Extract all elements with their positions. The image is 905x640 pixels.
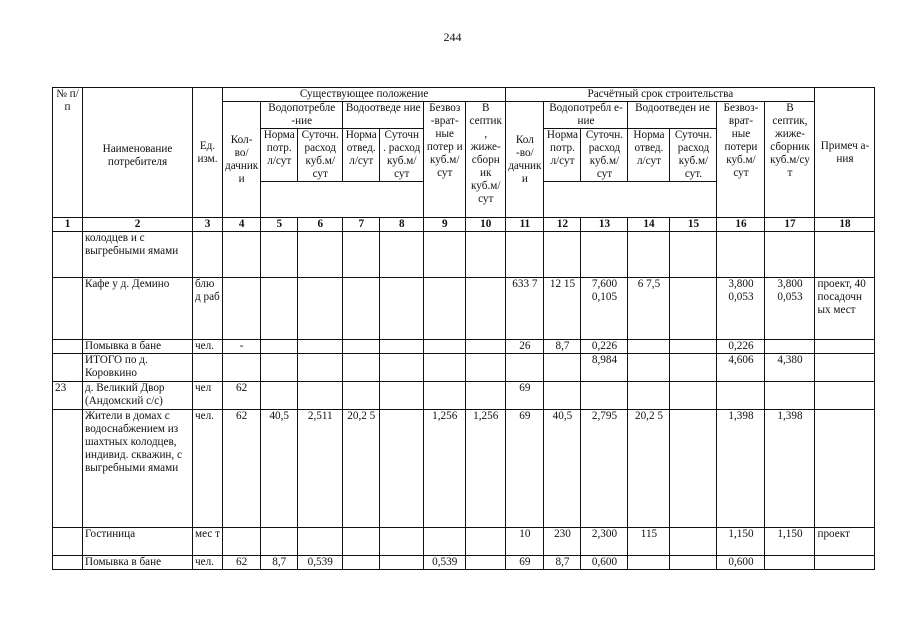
table-cell-c13: 0,600 — [581, 556, 628, 570]
hdr-unit: Ед. изм. — [193, 88, 223, 218]
table-row — [53, 354, 875, 382]
column-number: 7 — [343, 218, 380, 232]
hdr-projected-norm-cons: Норма потр. л/сут — [544, 129, 581, 182]
table-cell-c15 — [670, 278, 717, 340]
table-cell-c3: чел. — [193, 556, 223, 570]
hdr-projected-losses: Безвоз- врат- ные потери куб.м/ сут — [717, 102, 765, 218]
table-cell-c6 — [298, 340, 343, 354]
table-cell-c5 — [261, 340, 298, 354]
table-cell-c18 — [815, 232, 875, 278]
hdr-existing-daily-disp: Суточн . расход куб.м/ сут — [380, 129, 424, 182]
table-cell-c3: мес т — [193, 528, 223, 556]
table-cell-c18 — [815, 556, 875, 570]
table-cell-c12 — [544, 232, 581, 278]
hdr-projected-disposal: Водоотведен ие — [628, 102, 717, 129]
hdr-spacer-1 — [261, 182, 424, 218]
table-cell-c10 — [466, 528, 506, 556]
table-cell-c8 — [380, 410, 424, 528]
table-cell-c16 — [717, 382, 765, 410]
column-number: 5 — [261, 218, 298, 232]
hdr-existing-losses: Безвоз -врат- ные потер и куб.м/ сут — [424, 102, 466, 218]
table-cell-c13: 2,795 — [581, 410, 628, 528]
table-cell-c11: 10 — [506, 528, 544, 556]
table-cell-c14: 20,2 5 — [628, 410, 670, 528]
table-cell-c10 — [466, 340, 506, 354]
table-cell-c9 — [424, 232, 466, 278]
table-cell-c9: 0,539 — [424, 556, 466, 570]
table-cell-c16: 1,398 — [717, 410, 765, 528]
table-cell-c6 — [298, 232, 343, 278]
column-number: 14 — [628, 218, 670, 232]
table-cell-c1 — [53, 528, 83, 556]
table-cell-c4: 62 — [223, 410, 261, 528]
table-cell-c8 — [380, 232, 424, 278]
table-cell-c8 — [380, 556, 424, 570]
table-cell-c10 — [466, 232, 506, 278]
table-cell-c1 — [53, 556, 83, 570]
table-cell-c6: 0,539 — [298, 556, 343, 570]
column-number: 1 — [53, 218, 83, 232]
table-cell-c11: 69 — [506, 382, 544, 410]
table-cell-c2: колодцев и с выгребными ямами — [83, 232, 193, 278]
table-cell-c17 — [765, 556, 815, 570]
table-cell-c6 — [298, 382, 343, 410]
hdr-projected-norm-disp: Норма отвед. л/сут — [628, 129, 670, 182]
table-cell-c16: 4,606 — [717, 354, 765, 382]
column-number: 18 — [815, 218, 875, 232]
table-cell-c11: 69 — [506, 556, 544, 570]
table-cell-c4: - — [223, 340, 261, 354]
table-cell-c10 — [466, 278, 506, 340]
table-cell-c2: Гостиница — [83, 528, 193, 556]
table-cell-c16: 0,600 — [717, 556, 765, 570]
table-cell-c17: 1,398 — [765, 410, 815, 528]
table-cell-c4 — [223, 232, 261, 278]
table-cell-c9: 1,256 — [424, 410, 466, 528]
table-row — [53, 278, 875, 340]
table-cell-c8 — [380, 528, 424, 556]
table-cell-c7 — [343, 556, 380, 570]
table-cell-c8 — [380, 340, 424, 354]
column-number: 16 — [717, 218, 765, 232]
column-number: 10 — [466, 218, 506, 232]
table-cell-c4: 62 — [223, 556, 261, 570]
column-number: 11 — [506, 218, 544, 232]
column-number: 17 — [765, 218, 815, 232]
table-cell-c13: 2,300 — [581, 528, 628, 556]
column-number: 3 — [193, 218, 223, 232]
table-cell-c1 — [53, 410, 83, 528]
table-cell-c8 — [380, 382, 424, 410]
table-cell-c2: Помывка в бане — [83, 556, 193, 570]
table-cell-c14 — [628, 382, 670, 410]
table-cell-c4 — [223, 278, 261, 340]
table-cell-c14 — [628, 556, 670, 570]
table-cell-c3: чел. — [193, 340, 223, 354]
column-number: 8 — [380, 218, 424, 232]
table-cell-c3 — [193, 232, 223, 278]
table-row — [53, 556, 875, 570]
table-cell-c14: 115 — [628, 528, 670, 556]
table-cell-c18: проект — [815, 528, 875, 556]
table-cell-c12 — [544, 354, 581, 382]
table-cell-c13 — [581, 382, 628, 410]
table-cell-c9 — [424, 278, 466, 340]
table-cell-c16: 0,226 — [717, 340, 765, 354]
hdr-existing-disposal: Водоотведе ние — [343, 102, 424, 129]
table-cell-c2: Помывка в бане — [83, 340, 193, 354]
hdr-existing-daily-cons: Суточн. расход куб.м/ сут — [298, 129, 343, 182]
table-cell-c5 — [261, 278, 298, 340]
table-row — [53, 232, 875, 278]
table-cell-c10 — [466, 556, 506, 570]
table-cell-c3 — [193, 354, 223, 382]
table-cell-c18: проект, 40 посадочн ых мест — [815, 278, 875, 340]
table-cell-c3: чел. — [193, 410, 223, 528]
table-cell-c13: 0,226 — [581, 340, 628, 354]
hdr-existing: Существующее положение — [223, 88, 506, 102]
table-cell-c5: 40,5 — [261, 410, 298, 528]
table-cell-c7 — [343, 232, 380, 278]
table-cell-c10: 1,256 — [466, 410, 506, 528]
table-cell-c15 — [670, 232, 717, 278]
table-row — [53, 382, 875, 410]
table-cell-c15 — [670, 382, 717, 410]
table-cell-c9 — [424, 340, 466, 354]
table-cell-c9 — [424, 528, 466, 556]
column-number: 12 — [544, 218, 581, 232]
hdr-existing-count: Кол- во/ дачник и — [223, 102, 261, 218]
table-cell-c5 — [261, 232, 298, 278]
hdr-spacer-2 — [544, 182, 717, 218]
table-cell-c1 — [53, 354, 83, 382]
table-row — [53, 410, 875, 528]
table-cell-c9 — [424, 382, 466, 410]
table-cell-c1 — [53, 340, 83, 354]
table-cell-c15 — [670, 354, 717, 382]
hdr-existing-septic: В септик , жиже- сборн ик куб.м/ сут — [466, 102, 506, 218]
hdr-no: № п/п — [53, 88, 83, 218]
column-number-row — [53, 218, 875, 232]
table-cell-c12: 8,7 — [544, 340, 581, 354]
hdr-projected-daily-disp: Суточн. расход куб.м/ сут. — [670, 129, 717, 182]
table-cell-c17 — [765, 232, 815, 278]
table-cell-c2: ИТОГО по д. Коровкино — [83, 354, 193, 382]
table-cell-c1: 23 — [53, 382, 83, 410]
table-cell-c6 — [298, 278, 343, 340]
table-cell-c8 — [380, 354, 424, 382]
column-number: 6 — [298, 218, 343, 232]
table-cell-c6: 2,511 — [298, 410, 343, 528]
table-cell-c5: 8,7 — [261, 556, 298, 570]
table-cell-c11 — [506, 354, 544, 382]
table-cell-c14 — [628, 232, 670, 278]
hdr-consumer: Наименование потребителя — [83, 88, 193, 218]
table-cell-c3: блю д раб — [193, 278, 223, 340]
table-cell-c14: 6 7,5 — [628, 278, 670, 340]
table-cell-c15 — [670, 340, 717, 354]
table-cell-c14 — [628, 340, 670, 354]
table-cell-c4 — [223, 354, 261, 382]
table-cell-c3: чел — [193, 382, 223, 410]
table-cell-c5 — [261, 528, 298, 556]
column-number: 13 — [581, 218, 628, 232]
hdr-projected-consumption: Водопотребл е-ние — [544, 102, 628, 129]
table-cell-c17 — [765, 382, 815, 410]
table-cell-c2: Жители в домах с водоснабжением из шахтных колодцев, индивид. скважин, с выгребными ямами — [83, 410, 193, 528]
table-cell-c9 — [424, 354, 466, 382]
table-cell-c11: 69 — [506, 410, 544, 528]
table-cell-c14 — [628, 354, 670, 382]
hdr-projected-daily-cons: Суточн. расход куб.м/ сут — [581, 129, 628, 182]
table-cell-c17: 4,380 — [765, 354, 815, 382]
table-cell-c7 — [343, 528, 380, 556]
table-cell-c7: 20,2 5 — [343, 410, 380, 528]
table-cell-c12: 40,5 — [544, 410, 581, 528]
table-cell-c17: 3,800 0,053 — [765, 278, 815, 340]
column-number: 15 — [670, 218, 717, 232]
table-cell-c18 — [815, 410, 875, 528]
table-cell-c13: 8,984 — [581, 354, 628, 382]
table-row — [53, 528, 875, 556]
table-cell-c7 — [343, 382, 380, 410]
column-number: 2 — [83, 218, 193, 232]
table-cell-c1 — [53, 278, 83, 340]
table-cell-c15 — [670, 528, 717, 556]
table-cell-c10 — [466, 354, 506, 382]
table-cell-c17: 1,150 — [765, 528, 815, 556]
table-cell-c18 — [815, 354, 875, 382]
table-cell-c16 — [717, 232, 765, 278]
table-row — [53, 340, 875, 354]
table-cell-c18 — [815, 340, 875, 354]
table-cell-c18 — [815, 382, 875, 410]
hdr-notes: Примеч а-ния — [815, 88, 875, 218]
table-cell-c15 — [670, 410, 717, 528]
table-cell-c17 — [765, 340, 815, 354]
table-cell-c11: 633 7 — [506, 278, 544, 340]
table-cell-c13 — [581, 232, 628, 278]
hdr-existing-norm-cons: Норма потр. л/сут — [261, 129, 298, 182]
table-cell-c4: 62 — [223, 382, 261, 410]
table-cell-c11: 26 — [506, 340, 544, 354]
table-cell-c2: д. Великий Двор (Андомский с/с) — [83, 382, 193, 410]
table-cell-c12: 12 15 — [544, 278, 581, 340]
table-cell-c2: Кафе у д. Демино — [83, 278, 193, 340]
column-number: 9 — [424, 218, 466, 232]
table-cell-c1 — [53, 232, 83, 278]
table-cell-c15 — [670, 556, 717, 570]
table-cell-c10 — [466, 382, 506, 410]
table-cell-c7 — [343, 278, 380, 340]
table-cell-c11 — [506, 232, 544, 278]
table-cell-c12 — [544, 382, 581, 410]
hdr-projected-septic: В септик, жиже- сборник куб.м/су т — [765, 102, 815, 218]
hdr-projected: Расчётный срок строительства — [506, 88, 815, 102]
table-cell-c6 — [298, 354, 343, 382]
hdr-existing-consumption: Водопотребле -ние — [261, 102, 343, 129]
table-cell-c12: 230 — [544, 528, 581, 556]
table-cell-c8 — [380, 278, 424, 340]
water-consumption-table — [52, 87, 875, 570]
table-cell-c16: 3,800 0,053 — [717, 278, 765, 340]
table-cell-c5 — [261, 382, 298, 410]
table-cell-c5 — [261, 354, 298, 382]
hdr-projected-count: Кол -во/ дачник и — [506, 102, 544, 218]
table-cell-c13: 7,600 0,105 — [581, 278, 628, 340]
table-cell-c12: 8,7 — [544, 556, 581, 570]
table-cell-c4 — [223, 528, 261, 556]
table-cell-c7 — [343, 354, 380, 382]
table-cell-c7 — [343, 340, 380, 354]
table-cell-c6 — [298, 528, 343, 556]
table-cell-c16: 1,150 — [717, 528, 765, 556]
page-number: 244 — [443, 30, 462, 44]
column-number: 4 — [223, 218, 261, 232]
hdr-existing-norm-disp: Норма отвед. л/сут — [343, 129, 380, 182]
